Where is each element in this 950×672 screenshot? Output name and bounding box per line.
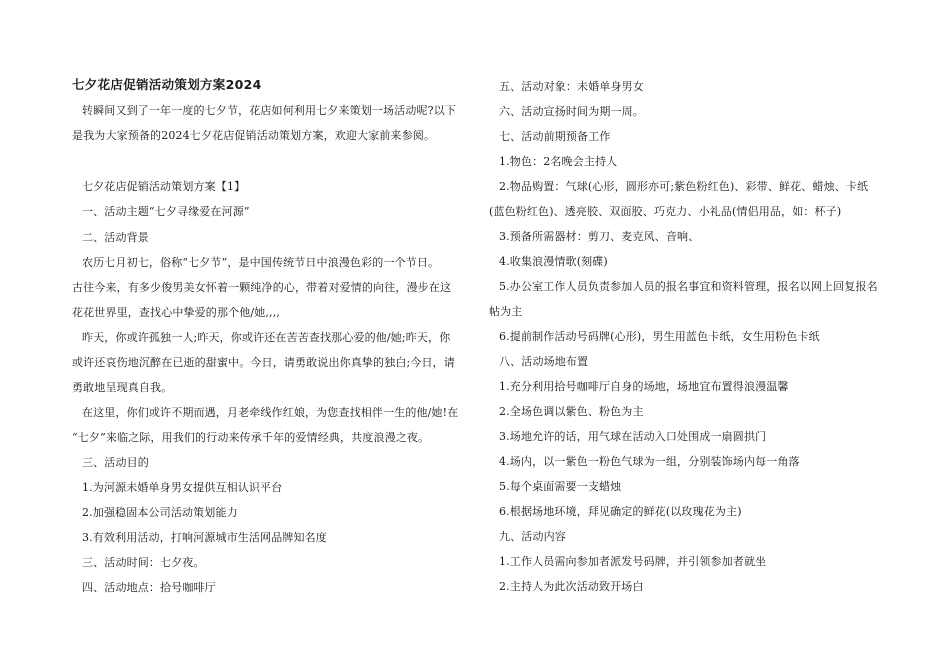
section-heading: 七夕花店促销活动策划方案【1】 xyxy=(82,180,246,193)
list-item-continued: (蓝色粉红色)、透亮胶、双面胶、巧克力、小礼品(情侣用品，如：杯子) xyxy=(489,205,842,218)
section-heading: 七、活动前期预备工作 xyxy=(499,130,611,143)
list-item: 2.主持人为此次活动致开场白 xyxy=(499,580,644,593)
section-heading: 三、活动时间：七夕夜。 xyxy=(82,556,205,569)
document-title: 七夕花店促销活动策划方案2024 xyxy=(72,77,262,92)
section-heading: 五、活动对象：未婚单身男女 xyxy=(499,80,644,93)
paragraph-line: 农历七月初七，俗称“七夕节”，是中国传统节日中浪漫色彩的一个节日。 xyxy=(82,256,440,269)
list-item: 1.为河源未婚单身男女提供互相认识平台 xyxy=(82,481,283,494)
list-item: 2.加强稳固本公司活动策划能力 xyxy=(82,506,238,519)
list-item: 1.物色：2名晚会主持人 xyxy=(499,155,618,168)
paragraph-line: 或许还哀伤地沉醉在已逝的甜蜜中。今日，请勇敢说出你真挚的独白;今日，请 xyxy=(72,356,455,369)
list-item-continued: 帖为主 xyxy=(489,305,523,318)
list-item: 2.全场色调以紫色、粉色为主 xyxy=(499,405,644,418)
list-item: 2.物品购置：气球(心形，圆形亦可;紫色粉红色)、彩带、鲜花、蜡烛、卡纸 xyxy=(499,180,869,193)
section-heading: 二、活动背景 xyxy=(82,231,149,244)
section-heading: 四、活动地点：拾号咖啡厅 xyxy=(82,581,216,594)
paragraph-line: “七夕”来临之际，用我们的行动来传承千年的爱情经典，共度浪漫之夜。 xyxy=(72,431,430,444)
paragraph-line: 花花世界里，查找心中挚爱的那个他/她,,,, xyxy=(72,306,280,319)
list-item: 3.场地允许的话，用气球在活动入口处围成一扇圆拱门 xyxy=(499,430,767,443)
list-item: 4.场内，以一紫色一粉色气球为一组，分别装饰场内每一角落 xyxy=(499,455,800,468)
list-item: 6.提前制作活动号码牌(心形)，男生用蓝色卡纸，女生用粉色卡纸 xyxy=(499,330,820,343)
list-item: 4.收集浪漫情歌(刻碟) xyxy=(499,255,608,268)
list-item: 6.根据场地环境，拜见确定的鲜花(以玫瑰花为主) xyxy=(499,505,742,518)
intro-line: 是我为大家预备的2024七夕花店促销活动策划方案，欢迎大家前来参阅。 xyxy=(72,129,436,142)
list-item: 3.有效利用活动，打响河源城市生活网品牌知名度 xyxy=(82,531,327,544)
paragraph-line: 在这里，你们或许不期而遇，月老牵线作红娘，为您查找相伴一生的他/她!在 xyxy=(82,406,459,419)
section-heading: 三、活动目的 xyxy=(82,456,149,469)
paragraph-line: 勇敢地呈现真自我。 xyxy=(72,381,173,394)
section-heading: 一、活动主题“七夕寻缘爱在河源” xyxy=(82,205,250,218)
list-item: 3.预备所需器材：剪刀、麦克风、音响、 xyxy=(499,230,700,243)
list-item: 5.办公室工作人员负责参加人员的报名事宜和资料管理，报名以网上回复报名 xyxy=(499,280,878,293)
list-item: 5.每个桌面需要一支蜡烛 xyxy=(499,480,622,493)
paragraph-line: 昨天，你或许孤独一人;昨天，你或许还在苦苦查找那心爱的他/她;昨天，你 xyxy=(82,331,451,344)
list-item: 1.充分利用拾号咖啡厅自身的场地，场地宜布置得浪漫温馨 xyxy=(499,380,789,393)
section-heading: 六、活动宣扬时间为期一周。 xyxy=(499,105,644,118)
section-heading: 九、活动内容 xyxy=(499,530,566,543)
section-heading: 八、活动场地布置 xyxy=(499,355,589,368)
intro-line: 转瞬间又到了一年一度的七夕节，花店如何利用七夕来策划一场活动呢?以下 xyxy=(82,104,456,117)
paragraph-line: 古往今来，有多少俊男美女怀着一颗纯净的心，带着对爱情的向往，漫步在这 xyxy=(72,281,452,294)
list-item: 1.工作人员需向参加者派发号码牌，并引领参加者就坐 xyxy=(499,555,767,568)
